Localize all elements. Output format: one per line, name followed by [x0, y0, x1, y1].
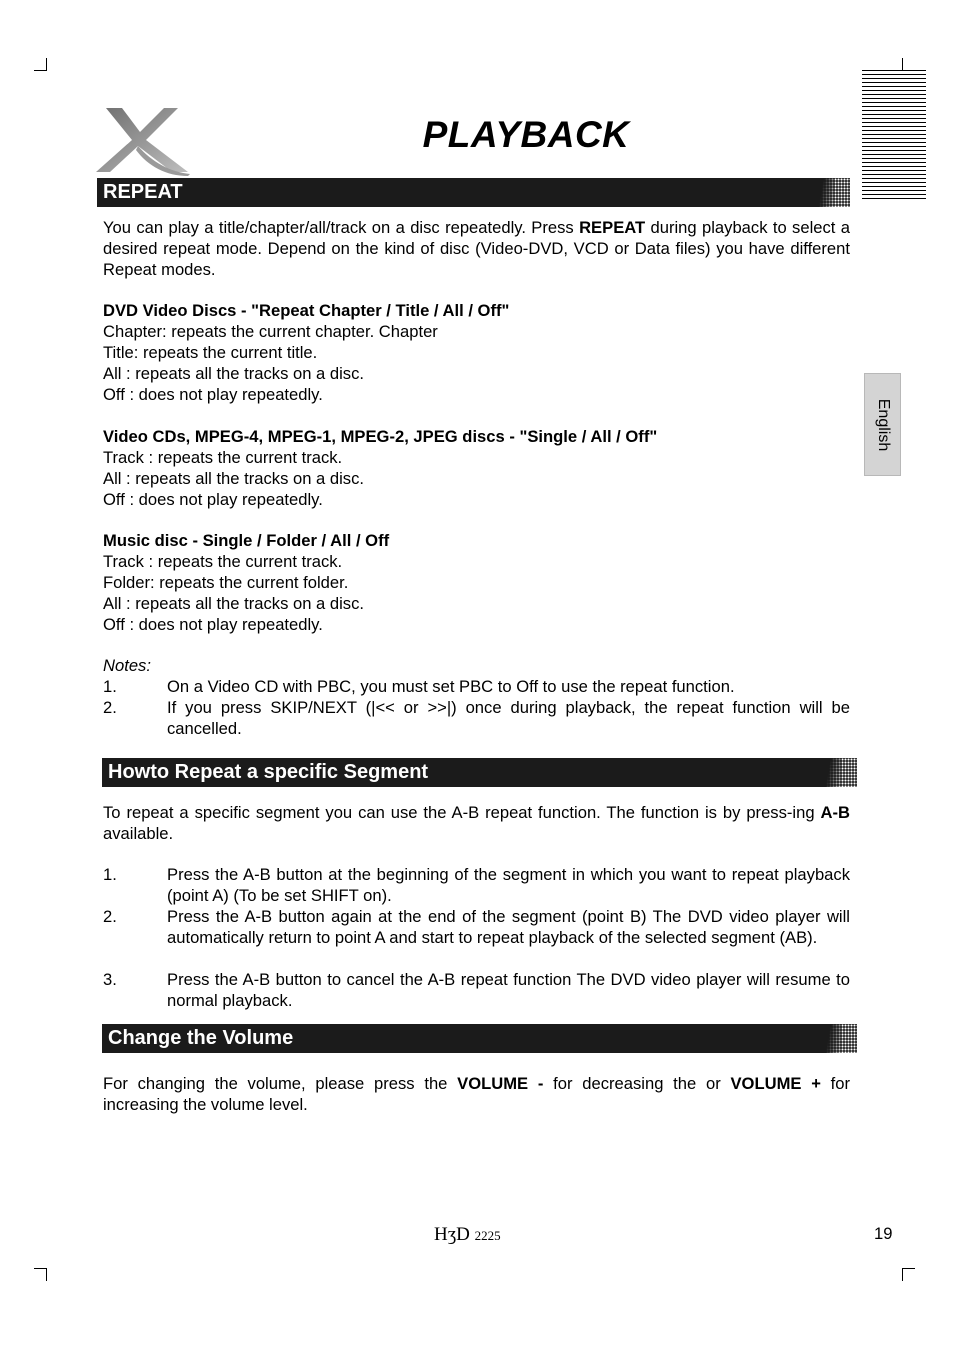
volume-up-button-name: VOLUME +	[730, 1074, 821, 1093]
language-tab	[864, 373, 901, 476]
crop-mark-top-left	[34, 58, 47, 71]
volume-down-button-name: VOLUME -	[457, 1074, 544, 1093]
section-title-segment: Howto Repeat a specific Segment	[108, 761, 429, 783]
section-header-volume	[102, 1024, 857, 1053]
step-text: Press the A-B button again at the end of the segment (point B) The DVD video player will automatically return to point A and start to repeat playback of the selected segment (AB).	[167, 907, 850, 947]
dvd-line: Off : does not play repeatedly.	[103, 385, 323, 404]
step-number: 3.	[103, 970, 117, 989]
segment-intro-text-cont: available.	[103, 824, 174, 843]
music-line: All : repeats all the tracks on a disc.	[103, 594, 365, 613]
page-number: 19	[874, 1224, 893, 1243]
footer-model-number: 2225	[474, 1228, 501, 1243]
section-header-segment	[102, 758, 857, 787]
repeat-intro-text: You can play a title/chapter/all/track on a disc repeatedly. Press	[103, 218, 580, 237]
header-dot-pattern	[823, 1024, 857, 1053]
segment-intro	[103, 802, 850, 844]
vcd-section	[103, 426, 850, 510]
note-number: 1.	[103, 677, 117, 696]
notes-label: Notes:	[103, 656, 151, 675]
music-line: Off : does not play repeatedly.	[103, 615, 323, 634]
section-title-volume: Change the Volume	[108, 1027, 294, 1049]
crop-mark-bottom-right	[902, 1268, 915, 1281]
music-section	[103, 530, 850, 635]
repeat-button-name: REPEAT	[579, 218, 646, 237]
footer-model	[434, 1224, 501, 1246]
note-text: If you press SKIP/NEXT (|<< or >>|) once during playback, the repeat function will be cancelled.	[167, 698, 850, 738]
step-number: 2.	[103, 907, 117, 926]
vcd-line: Off : does not play repeatedly.	[103, 490, 323, 509]
header-dot-pattern	[823, 758, 857, 787]
step-text: Press the A-B button at the beginning of the segment in which you want to repeat playback (point A) (To be set SHIFT on).	[167, 865, 850, 905]
footer-model-name: HʒD	[434, 1224, 470, 1245]
dvd-line: Chapter: repeats the current chapter. Chapter	[103, 322, 438, 341]
dvd-section-title: DVD Video Discs - "Repeat Chapter / Title / All / Off"	[103, 301, 510, 320]
step-text: Press the A-B button to cancel the A-B repeat function The DVD video player will resume to normal playback.	[167, 970, 850, 1010]
repeat-intro	[103, 217, 850, 280]
segment-intro-text: To repeat a specific segment you can use the A-B repeat function. The function is by press-ing	[103, 803, 821, 822]
page-title: PLAYBACK	[422, 114, 630, 155]
section-title-repeat: REPEAT	[103, 181, 183, 203]
repeat-intro-text-cont: during playback to select a desired repeat mode. Depend on the kind of disc (Video-DVD, VCD or Data files) you have different Repeat modes.	[103, 218, 850, 279]
vcd-section-title: Video CDs, MPEG-4, MPEG-1, MPEG-2, JPEG discs - "Single / All / Off"	[103, 427, 658, 446]
music-line: Track : repeats the current track.	[103, 552, 343, 571]
note-text: On a Video CD with PBC, you must set PBC to Off to use the repeat function.	[167, 677, 735, 696]
crop-mark-bottom-left	[34, 1268, 47, 1281]
language-tab-label: English	[874, 398, 892, 451]
music-section-title: Music disc - Single / Folder / All / Off	[103, 531, 390, 550]
section-header-repeat	[97, 178, 850, 207]
ab-button-name: A-B	[820, 803, 850, 822]
header-dot-pattern	[816, 178, 850, 207]
step-number: 1.	[103, 865, 117, 884]
vcd-line: Track : repeats the current track.	[103, 448, 343, 467]
music-line: Folder: repeats the current folder.	[103, 573, 349, 592]
vcd-line: All : repeats all the tracks on a disc.	[103, 469, 365, 488]
dvd-line: Title: repeats the current title.	[103, 343, 318, 362]
volume-text: For changing the volume, please press the VOLUME - for decreasing the or VOLUME + for increasing the volume level.	[103, 1074, 850, 1114]
dvd-section	[103, 300, 850, 405]
dvd-line: All : repeats all the tracks on a disc.	[103, 364, 365, 383]
note-number: 2.	[103, 698, 117, 717]
